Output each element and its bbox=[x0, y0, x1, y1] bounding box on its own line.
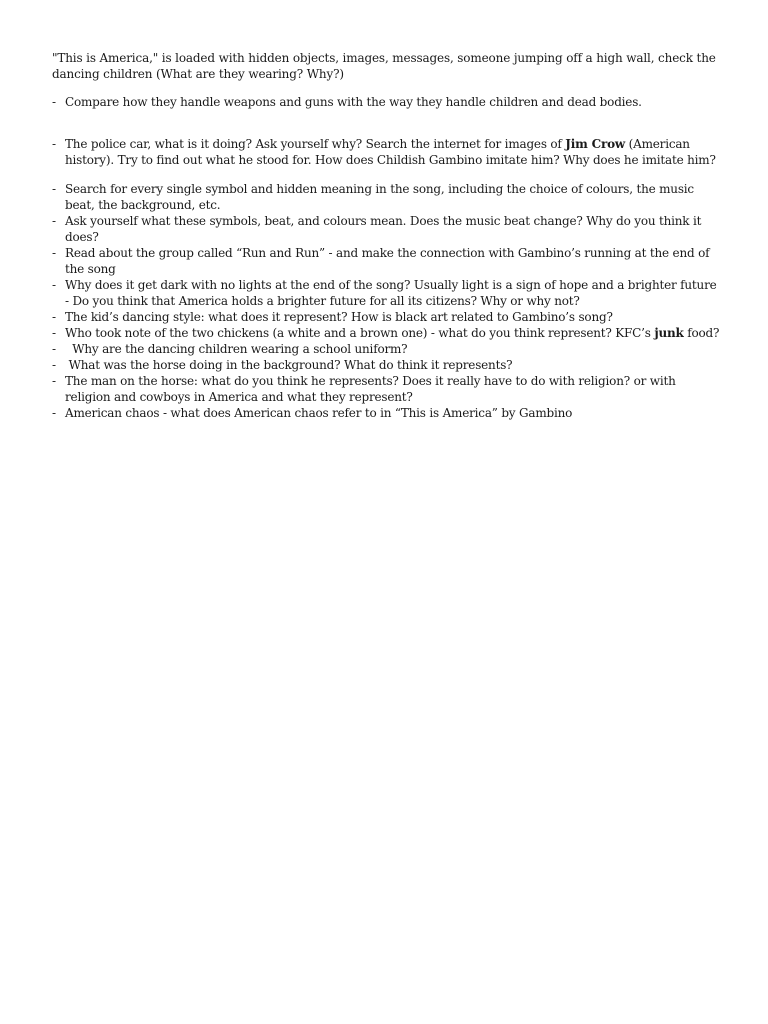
bullet-dash: - bbox=[52, 95, 56, 109]
list-item bbox=[52, 405, 720, 421]
list-item bbox=[52, 213, 720, 245]
item-text-post: (American history). Try to find out what he stood for. How does Childish Gambino imitate him? Why does he imitate him? bbox=[65, 137, 716, 167]
item-text: Compare how they handle weapons and guns with the way they handle children and dead bodies. bbox=[65, 95, 642, 109]
item-text-pre: The police car, what is it doing? Ask yourself why? Search the internet for images of bbox=[65, 137, 566, 151]
item-text: Search for every single symbol and hidden meaning in the song, including the choice of colours, the music beat, the background, etc. bbox=[65, 182, 694, 212]
list-item bbox=[52, 181, 720, 213]
item-text: American chaos - what does American chaos refer to in “This is America” by Gambino bbox=[65, 406, 573, 420]
list-item bbox=[52, 94, 720, 110]
item-text-bold: junk bbox=[654, 326, 684, 340]
item-text: Why are the dancing children wearing a school uniform? bbox=[65, 342, 408, 356]
item-text: The man on the horse: what do you think he represents? Does it really have to do with religion? or with religion and cowboys in America and what they represent? bbox=[65, 374, 676, 404]
list-item bbox=[52, 357, 720, 373]
bullet-dash: - bbox=[52, 246, 56, 260]
bullet-dash: - bbox=[52, 310, 56, 324]
bullet-dash: - bbox=[52, 358, 56, 372]
item-text: Why does it get dark with no lights at the end of the song? Usually light is a sign of hope and a brighter future - Do you think that America holds a brighter future for all its citizens? Why or why not? bbox=[65, 278, 717, 308]
list-item bbox=[52, 341, 720, 357]
list-item bbox=[52, 373, 720, 405]
item-text: The kid’s dancing style: what does it represent? How is black art related to Gambino’s song? bbox=[65, 310, 613, 324]
list-item bbox=[52, 136, 720, 168]
item-text-bold: Jim Crow bbox=[565, 137, 626, 151]
list-item bbox=[52, 325, 720, 341]
list-item bbox=[52, 309, 720, 325]
intro-paragraph: "This is America," is loaded with hidden objects, images, messages, someone jumping off a high wall, check the dancing children (What are they wearing? Why?) bbox=[52, 51, 716, 81]
item-text: Read about the group called “Run and Run” - and make the connection with Gambino’s running at the end of the song bbox=[65, 246, 710, 276]
bullet-dash: - bbox=[52, 374, 56, 388]
bullet-dash: - bbox=[52, 406, 56, 420]
item-text: Ask yourself what these symbols, beat, and colours mean. Does the music beat change? Why do you think it does? bbox=[65, 214, 702, 244]
bullet-dash: - bbox=[52, 278, 56, 292]
item-text-pre: Who took note of the two chickens (a white and a brown one) - what do you think represent? KFC’s bbox=[65, 326, 655, 340]
bullet-dash: - bbox=[52, 137, 56, 151]
list-item bbox=[52, 245, 720, 277]
item-text-post: food? bbox=[683, 326, 720, 340]
bullet-dash: - bbox=[52, 326, 56, 340]
bullet-dash: - bbox=[52, 342, 56, 356]
list-item bbox=[52, 277, 720, 309]
question-list bbox=[52, 94, 720, 421]
item-text: What was the horse doing in the background? What do think it represents? bbox=[65, 358, 513, 372]
bullet-dash: - bbox=[52, 214, 56, 228]
bullet-dash: - bbox=[52, 182, 56, 196]
